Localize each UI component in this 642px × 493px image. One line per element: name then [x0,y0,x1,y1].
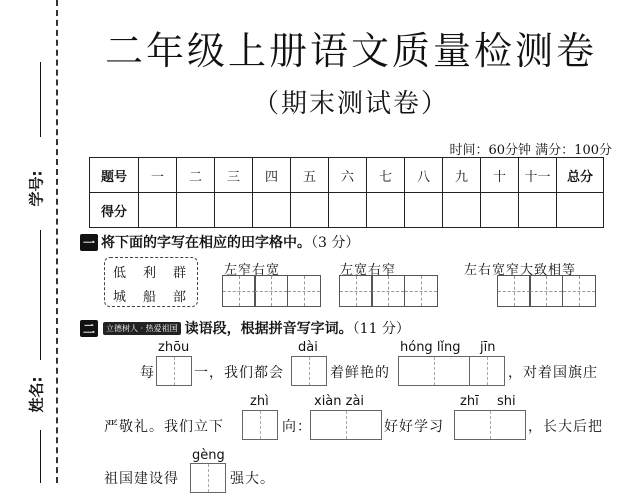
student-no-line [40,62,41,137]
passage-text: 向： [282,419,312,435]
score-header-cell: 题号 [90,158,139,193]
tianzi-cell[interactable] [562,275,596,307]
score-cell[interactable] [367,193,405,228]
answer-box[interactable] [469,356,505,386]
tianzi-cell[interactable] [254,275,288,307]
score-cell[interactable] [443,193,481,228]
pinyin-label: zhī [460,394,479,409]
tianzi-cell[interactable] [287,275,321,307]
answer-box[interactable] [190,463,226,493]
score-header-cell: 五 [291,158,329,193]
passage-text: 严敬礼。我们立下 [104,419,224,435]
score-cell[interactable] [291,193,329,228]
char-item: 利 [143,266,157,281]
binding-gutter [0,0,62,483]
passage-text: 祖国建设得 [104,471,179,487]
score-cell[interactable] [557,193,604,228]
passage-text: 一，我们都会 [194,365,284,381]
score-cell[interactable] [481,193,519,228]
tianzi-grid-group-2 [340,275,438,307]
score-cell[interactable] [405,193,443,228]
answer-box[interactable] [454,410,526,440]
score-table [89,157,604,228]
score-header-cell: 二 [177,158,215,193]
time-info: 时间：60分钟 满分：100分 [449,143,612,158]
name-line-2 [40,430,41,483]
section-2-title: 读语段，根据拼音写字词。 [184,321,353,337]
char-item: 群 [173,266,187,281]
pinyin-label: shi [497,394,516,409]
score-row-label: 得分 [90,193,139,228]
prompt-equal: 左右宽窄大致相等 [464,263,577,278]
name-line [40,300,41,360]
char-item: 城 [113,290,127,305]
score-header-cell: 十一 [519,158,557,193]
pinyin-label: xiàn zài [314,394,365,409]
passage-text: 着鲜艳的 [330,365,390,381]
char-list-box [104,257,198,307]
score-cell[interactable] [215,193,253,228]
section-1-heading [80,232,359,252]
answer-box[interactable] [291,356,327,386]
answer-box[interactable] [242,410,278,440]
student-no-label: 学号: [27,170,46,207]
section-2-badge: 立德树人 · 热爱祖国 [103,322,181,335]
page-subtitle: （期末测试卷） [252,89,449,119]
section-1-number: 一 [80,234,98,251]
score-header-cell: 总分 [557,158,604,193]
tianzi-cell[interactable] [529,275,563,307]
tianzi-cell[interactable] [339,275,373,307]
page-title: 二年级上册语文质量检测卷 [104,29,597,73]
cut-line [56,0,58,483]
section-2-points: （11 分） [352,321,410,337]
passage-text: 每 [140,365,155,381]
passage-text: ，对着国旗庄 [508,365,598,381]
score-cell[interactable] [519,193,557,228]
score-table-header-row [90,158,604,193]
score-header-cell: 七 [367,158,405,193]
pinyin-label: zhì [250,394,269,409]
answer-box[interactable] [310,410,382,440]
score-table-score-row [90,193,604,228]
score-header-cell: 八 [405,158,443,193]
prompt-left-wide: 左宽右窄 [340,263,397,278]
section-2-heading [80,318,410,338]
score-header-cell: 六 [329,158,367,193]
score-header-cell: 九 [443,158,481,193]
passage-text: ，长大后把 [528,419,603,435]
tianzi-cell[interactable] [404,275,438,307]
name-label: 姓名: [27,376,46,413]
passage-text: 好好学习 [384,419,444,435]
score-header-cell: 四 [253,158,291,193]
answer-box[interactable] [398,356,470,386]
score-cell[interactable] [177,193,215,228]
tianzi-cell[interactable] [497,275,531,307]
pinyin-label: zhōu [158,340,190,355]
section-2-number: 二 [80,320,98,337]
pinyin-label: hóng lǐng [400,340,461,355]
section-1-title: 将下面的字写在相应的田字格中。 [101,235,312,251]
score-header-cell: 一 [139,158,177,193]
passage-text: 强大。 [230,471,275,487]
char-item: 低 [113,266,127,281]
score-header-cell: 三 [215,158,253,193]
score-cell[interactable] [329,193,367,228]
pinyin-label: gèng [192,448,225,463]
char-item: 船 [143,290,157,305]
char-item: 部 [173,290,187,305]
score-cell[interactable] [139,193,177,228]
pinyin-label: jīn [480,340,496,355]
prompt-left-narrow: 左窄右宽 [224,263,281,278]
tianzi-grid-group-1 [223,275,321,307]
section-1-points: （3 分） [311,235,360,251]
score-header-cell: 十 [481,158,519,193]
pinyin-label: dài [298,340,318,355]
tianzi-cell[interactable] [371,275,405,307]
answer-box[interactable] [156,356,192,386]
score-cell[interactable] [253,193,291,228]
tianzi-cell[interactable] [222,275,256,307]
tianzi-grid-group-3 [498,275,596,307]
